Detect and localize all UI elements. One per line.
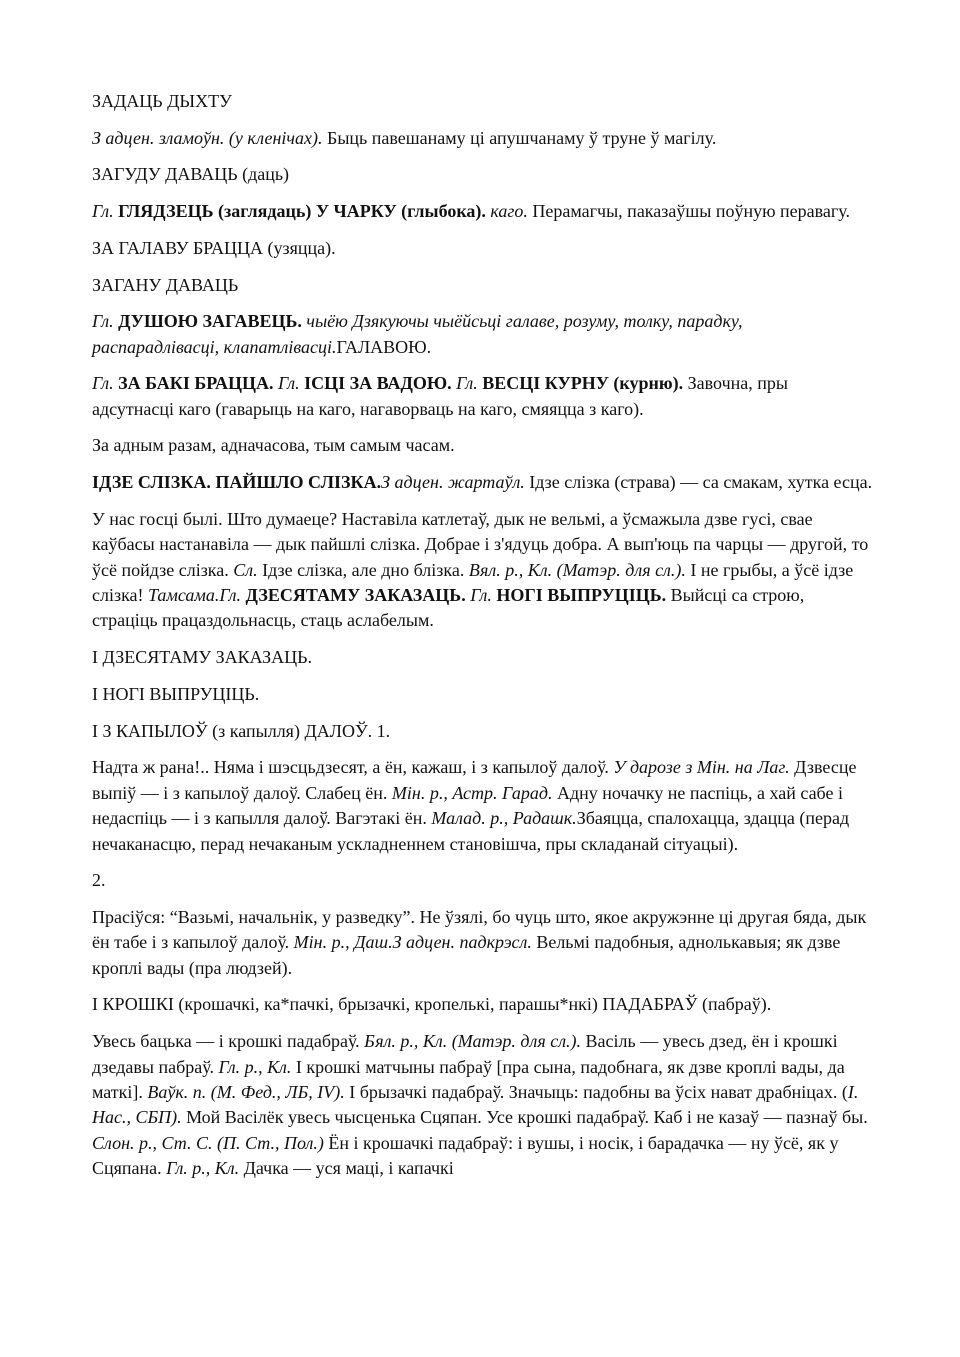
source-note-text: Слон. р., Ст. С. (П. Ст., Пол.) — [92, 1132, 324, 1153]
paragraph — [92, 89, 874, 114]
source-note-text: Бял. р., Кл. (Матэр. для сл.). — [364, 1031, 582, 1052]
headword-text: ІДЗЕ СЛІЗКА. ПАЙШЛО СЛІЗКА. — [92, 472, 382, 493]
source-note-text: каго. — [490, 201, 528, 222]
source-note-text: чыёю Дзякуючы чыёйсьці галаве, розуму, толку, парадку, распарадлівасці, клапатлівасці. — [92, 311, 743, 357]
document-page — [92, 89, 874, 1193]
body-text: Прасіўся: “Вазьмі, начальнік, у разведку”. Не ўзялі, бо чуць што, якое акружэнне ці другая бяда, дык ён табе і з капылоў далоў. — [92, 906, 867, 953]
body-text: ЗАДАЦЬ ДЫХТУ — [92, 91, 232, 111]
paragraph — [92, 470, 874, 495]
headword-text: ДЗЕСЯТАМУ ЗАКАЗАЦЬ. — [245, 585, 466, 606]
source-note-text: З адцен. жартаўл. — [381, 472, 525, 493]
paragraph — [92, 162, 874, 187]
paragraph — [92, 309, 874, 360]
source-note-text: Гл. — [92, 201, 114, 222]
source-note-text: І. Нас., СБП). — [92, 1081, 859, 1128]
source-note-text: Вял. р., Кл. (Матэр. для сл.). — [468, 559, 686, 580]
paragraph — [92, 126, 874, 151]
source-note-text: Ваўк. п. (М. Фед., ЛБ, IV). — [147, 1081, 345, 1102]
body-text: Быць павешанаму ці апушчанаму ў труне ў магілу. — [322, 127, 717, 148]
source-note-text: Гл. р., Кл. — [218, 1056, 292, 1077]
body-text: І брызачкі падабраў. Значыць: падобны ва ўсіх нават драбніцах. ( — [344, 1081, 848, 1102]
source-note-text: Мін. р., Даш.З адцен. падкрэсл. — [293, 932, 532, 953]
body-text: Выйсці са строю, страціць працаздольнасць, стаць аслабелым. — [92, 585, 805, 631]
body-text: І ДЗЕСЯТАМУ ЗАКАЗАЦЬ. — [92, 647, 313, 668]
paragraph — [92, 645, 874, 670]
source-note-text: Малад. р., Радашк. — [431, 808, 577, 829]
paragraph — [92, 682, 874, 707]
body-text: Увесь бацька — і крошкі падабраў. — [92, 1031, 365, 1052]
paragraph — [92, 273, 874, 298]
paragraph — [92, 992, 874, 1017]
body-text: Завочна, пры адсутнасці каго (гаварыць на каго, нагаворваць на каго, смяяцца з каго). — [92, 373, 788, 419]
body-text: Ідзе слізка, але дно блізка. — [257, 559, 469, 580]
body-text: Дачка — уся маці, і капачкі — [239, 1158, 454, 1179]
body-text: 2. — [92, 870, 106, 891]
source-note-text: У дарозе з Мін. на Лаг. — [613, 757, 790, 778]
body-text: Ён і крошачкі падабраў: і вушы, і носік, і барадачка — ну ўсё, як у Сцяпана. — [92, 1132, 839, 1179]
source-note-text: Гл. — [92, 373, 114, 394]
body-text: І КРОШКІ (крошачкі, ка*пачкі, брызачкі, кропелькі, парашы*нкі) ПАДАБРАЎ (пабраў). — [92, 994, 772, 1015]
body-text: І З КАПЫЛОЎ (з капылля) ДАЛОЎ. 1. — [92, 720, 391, 741]
headword-text: ВЕСЦІ КУРНУ (курню). — [482, 373, 684, 394]
body-text: І не грыбы, а ўсё ідзе слізка! — [92, 559, 854, 606]
source-note-text: Гл. р., Кл. — [166, 1158, 240, 1179]
body-text: ЗАГАНУ ДАВАЦЬ — [92, 274, 239, 295]
source-note-text: Мін. р., Астр. Гарад. — [391, 782, 553, 803]
body-text: ГАЛАВОЮ. — [336, 336, 432, 357]
source-note-text: Гл. — [456, 373, 478, 394]
headword-text: ДУШОЮ ЗАГАВЕЦЬ. — [118, 311, 302, 332]
paragraph — [92, 236, 874, 261]
body-text: Адну ночачку не паспіць, а хай сабе і недаспіць — і з капылля далоў. Вагэтакі ён. — [92, 782, 843, 829]
paragraph — [92, 719, 874, 744]
body-text: І НОГІ ВЫПРУЦІЦЬ. — [92, 683, 260, 704]
paragraph — [92, 868, 874, 893]
paragraph — [92, 433, 874, 458]
paragraph — [92, 755, 874, 857]
headword-text: ІСЦІ ЗА ВАДОЮ. — [304, 373, 452, 394]
body-text: Ідзе слізка (страва) — са смакам, хутка есца. — [524, 472, 873, 493]
body-text: Збаяцца, спалохацца, здацца (перад нечаканасцю, перад нечаканым ускладненнем становішча, пры складанай сітуацыі). — [92, 808, 850, 854]
body-text: Вельмі падобныя, аднолькавыя; як дзве кроплі вады (пра людзей). — [92, 932, 841, 978]
source-note-text: Тамсама.Гл. — [148, 585, 242, 606]
body-text: Дзвесце выпіў — і з капылоў далоў. Слабец ён. — [92, 757, 857, 803]
source-note-text: Сл. — [233, 559, 258, 580]
source-note-text: Гл. — [92, 311, 114, 332]
headword-text: ГЛЯДЗЕЦЬ (заглядаць) У ЧАРКУ (глыбока). — [118, 201, 486, 222]
paragraph — [92, 507, 874, 634]
source-note-text: Гл. — [470, 585, 492, 606]
body-text: Мой Васілёк увесь чысценька Сцяпан. Усе крошкі падабраў. Каб і не казаў — пазнаў бы. — [181, 1107, 868, 1128]
source-note-text: Гл. — [277, 373, 300, 394]
paragraph — [92, 371, 874, 422]
paragraph — [92, 905, 874, 981]
headword-text: НОГІ ВЫПРУЦІЦЬ. — [496, 585, 667, 606]
headword-text: ЗА БАКІ БРАЦЦА. — [118, 373, 274, 394]
source-note-text: З адцен. зламоўн. (у кленічах). — [92, 127, 323, 148]
body-text: Надта ж рана!.. Няма і шэсцьдзесят, а ён, кажаш, і з капылоў далоў. — [92, 757, 614, 778]
body-text: ЗА ГАЛАВУ БРАЦЦА (узяцца). — [92, 237, 336, 258]
body-text: Васіль — увесь дзед, ён і крошкі дзедавы пабраў. — [92, 1031, 838, 1077]
body-text: За адным разам, адначасова, тым самым часам. — [92, 435, 455, 456]
paragraph — [92, 1029, 874, 1181]
paragraph — [92, 199, 874, 224]
body-text: У нас госці былі. Што думаеце? Наставіла катлетаў, дык не вельмі, а ўсмажыла дзве гусі, свае каўбасы настанавіла — дык пайшлі слізка. Добрае і з'ядуць добра. А вып'юць па чарцы — другой, то ўсё пойдзе слізка. — [92, 508, 869, 580]
body-text: ЗАГУДУ ДАВАЦЬ (даць) — [92, 164, 290, 185]
body-text: І крошкі матчыны пабраў [пра сына, падобнага, як дзве кроплі вады, да маткі]. — [92, 1056, 845, 1102]
body-text: Перамагчы, паказаўшы поўную перавагу. — [527, 201, 850, 222]
